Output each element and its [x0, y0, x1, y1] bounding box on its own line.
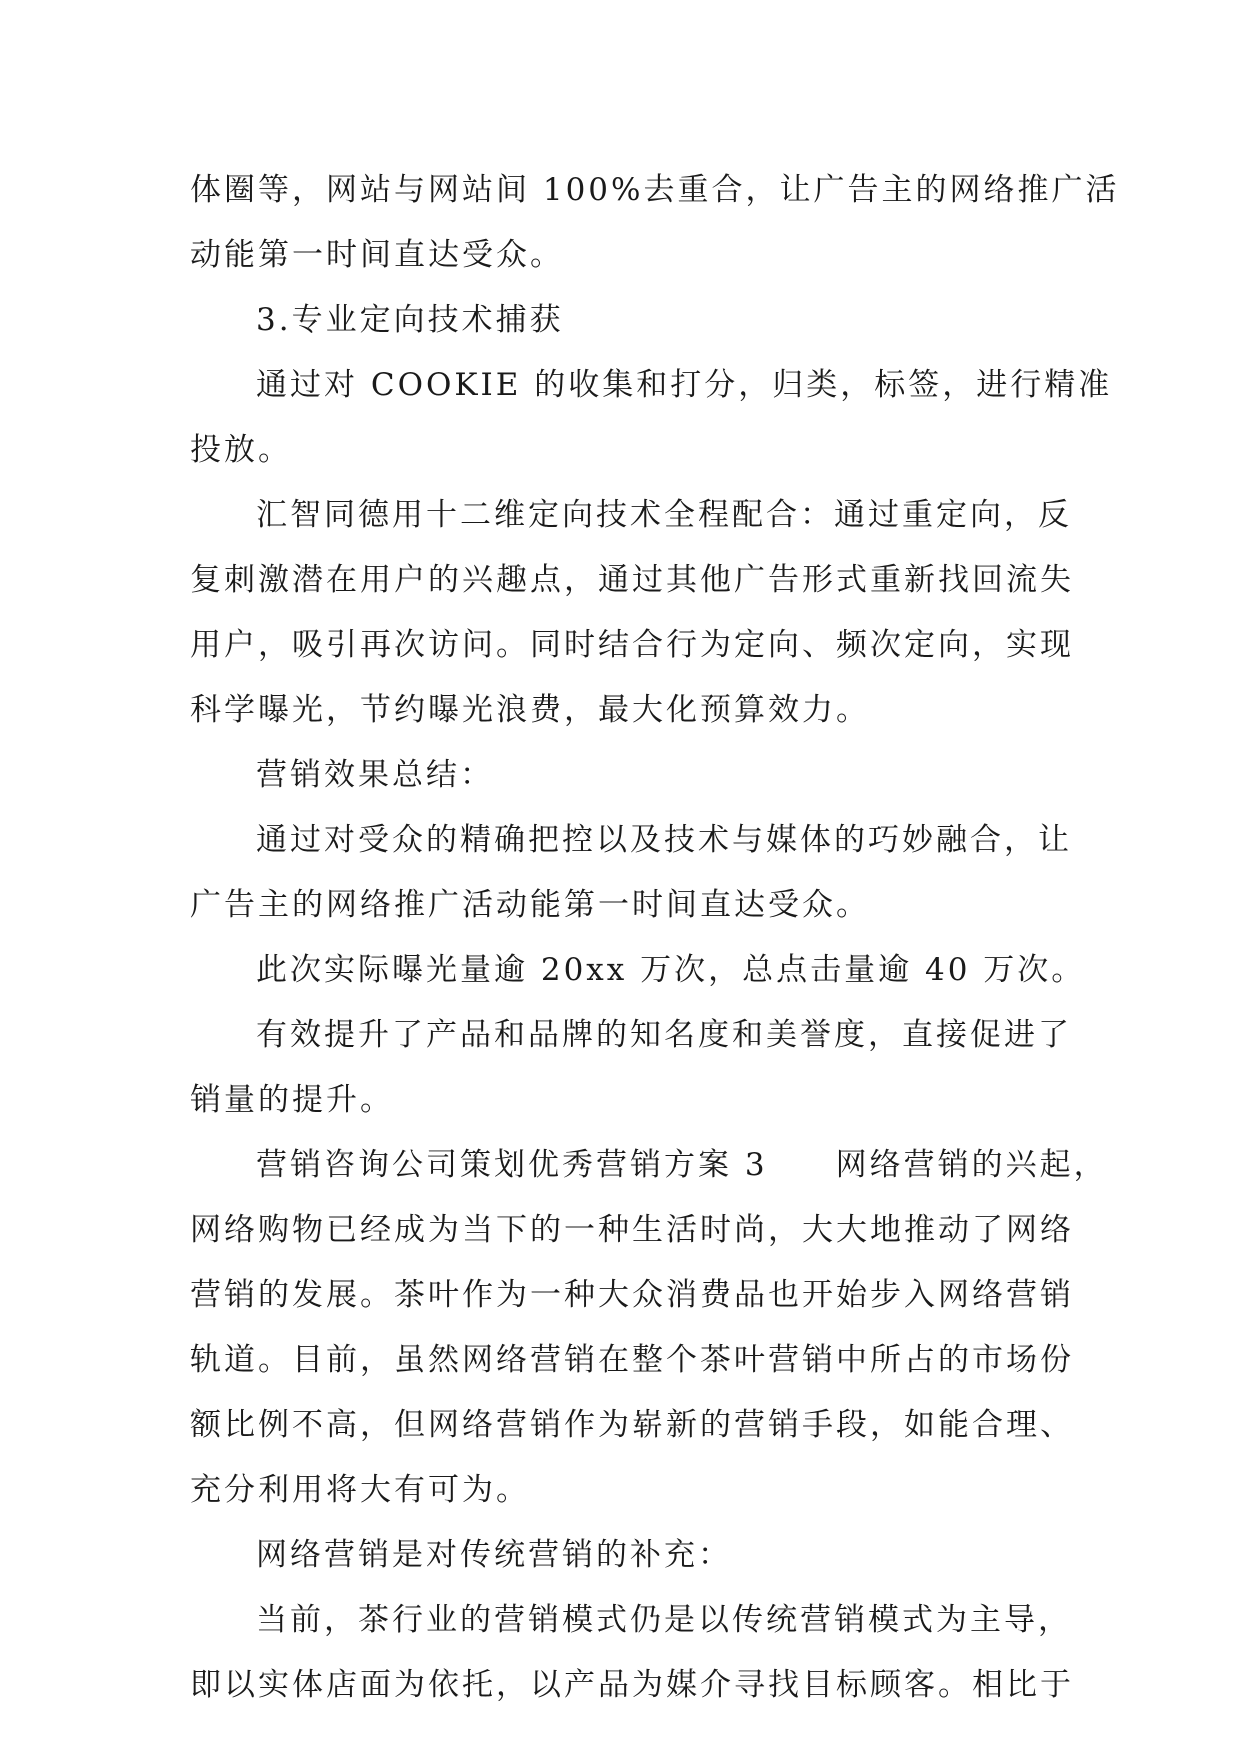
- text-line: 体圈等，网站与网站间 100%去重合，让广告主的网络推广活: [190, 172, 1120, 208]
- text-line: 轨道。目前，虽然网络营销在整个茶叶营销中所占的市场份: [190, 1342, 1074, 1378]
- text-line: 网络购物已经成为当下的一种生活时尚，大大地推动了网络: [190, 1212, 1074, 1248]
- text-line: 营销的发展。茶叶作为一种大众消费品也开始步入网络营销: [190, 1277, 1074, 1313]
- text-line: 科学曝光，节约曝光浪费，最大化预算效力。: [190, 692, 870, 728]
- text-line: 通过对受众的精确把控以及技术与媒体的巧妙融合，让: [256, 822, 1072, 858]
- document-body: [190, 158, 1120, 1718]
- text-line: 用户，吸引再次访问。同时结合行为定向、频次定向，实现: [190, 627, 1074, 663]
- text-line: 营销咨询公司策划优秀营销方案 3 网络营销的兴起，: [256, 1147, 1108, 1183]
- text-line: 投放。: [190, 432, 292, 468]
- text-line: 此次实际曝光量逾 20xx 万次，总点击量逾 40 万次。: [256, 952, 1086, 988]
- text-line: 汇智同德用十二维定向技术全程配合：通过重定向，反: [256, 497, 1072, 533]
- text-line: 复刺激潜在用户的兴趣点，通过其他广告形式重新找回流失: [190, 562, 1074, 598]
- text-line: 充分利用将大有可为。: [190, 1472, 530, 1508]
- section-heading: 3.专业定向技术捕获: [256, 302, 564, 338]
- text-line: 额比例不高，但网络营销作为崭新的营销手段，如能合理、: [190, 1407, 1074, 1443]
- section-heading: 网络营销是对传统营销的补充：: [256, 1537, 732, 1573]
- text-line: 即以实体店面为依托，以产品为媒介寻找目标顾客。相比于: [190, 1667, 1074, 1703]
- text-line: 当前，茶行业的营销模式仍是以传统营销模式为主导，: [256, 1602, 1072, 1638]
- text-line: 通过对 COOKIE 的收集和打分，归类，标签，进行精准: [256, 367, 1113, 403]
- text-line: 广告主的网络推广活动能第一时间直达受众。: [190, 887, 870, 923]
- text-line: 有效提升了产品和品牌的知名度和美誉度，直接促进了: [256, 1017, 1072, 1053]
- section-heading: 营销效果总结：: [256, 757, 494, 793]
- text-line: 销量的提升。: [190, 1082, 394, 1118]
- text-line: 动能第一时间直达受众。: [190, 237, 564, 273]
